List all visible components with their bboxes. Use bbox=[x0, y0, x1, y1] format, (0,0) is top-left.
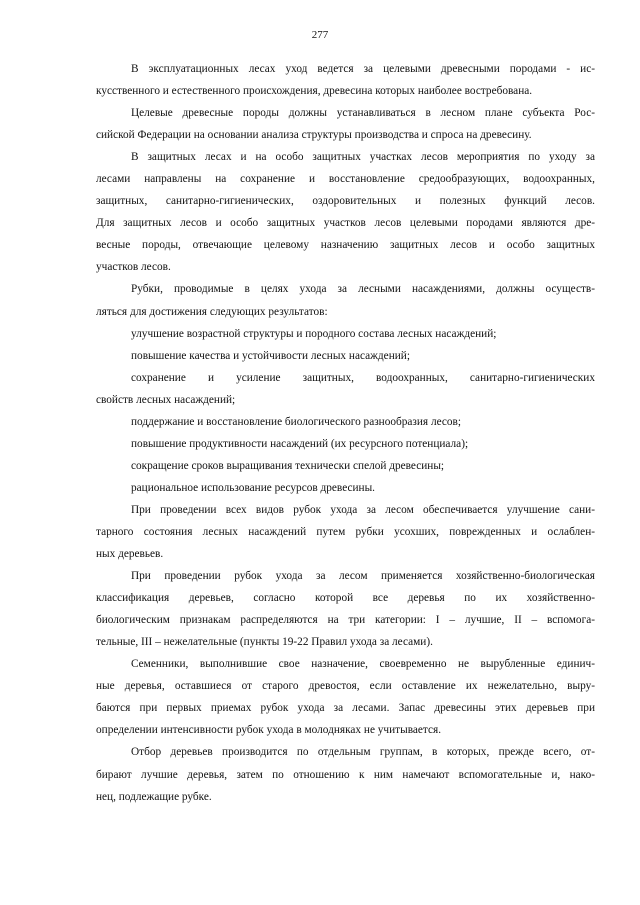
text-line: сийской Федерации на основании анализа структуры производства и спроса на древесину. bbox=[96, 129, 532, 142]
text-line: биологическим признакам распределяются на три категории: I – лучшие, II – вспомога- bbox=[96, 614, 595, 627]
text-line: защитных, санитарно-гигиенических, оздоровительных и полезных функций лесов. bbox=[96, 195, 595, 208]
text-line: улучшение возрастной структуры и породного состава лесных насаждений; bbox=[131, 327, 497, 340]
text-line: В защитных лесах и на особо защитных участках лесов мероприятия по уходу за bbox=[131, 151, 595, 164]
text-line: лесами направлены на сохранение и восстановление средообразующих, водоохранных, bbox=[96, 173, 595, 186]
text-line: сокращение сроков выращивания технически спелой древесины; bbox=[131, 459, 445, 472]
text-line: повышение продуктивности насаждений (их ресурсного потенциала); bbox=[131, 437, 469, 450]
text-line: классификация деревьев, согласно которой все деревья по их хозяйственно- bbox=[96, 592, 595, 605]
text-line: тарного состояния лесных насаждений путем рубки усохших, поврежденных и ослаблен- bbox=[96, 525, 595, 538]
text-line: весные породы, отвечающие целевому назначению защитных лесов и особо защитных bbox=[96, 239, 595, 252]
page-number: 277 bbox=[311, 29, 329, 41]
text-line: Семенники, выполнившие свое назначение, своевременно не вырубленные единич- bbox=[131, 658, 595, 671]
text-line: Отбор деревьев производится по отдельным группам, в которых, прежде всего, от- bbox=[131, 746, 595, 759]
text-line: Целевые древесные породы должны устанавливаться в лесном плане субъекта Рос- bbox=[131, 107, 595, 120]
text-line: Для защитных лесов и особо защитных участков лесов целевыми породами являются дре- bbox=[96, 217, 595, 230]
text-line: сохранение и усиление защитных, водоохранных, санитарно-гигиенических bbox=[131, 371, 595, 384]
text-line: кусственного и естественного происхождения, древесина которых наиболее востребована. bbox=[96, 85, 533, 98]
text-line: поддержание и восстановление биологического разнообразия лесов; bbox=[131, 415, 462, 428]
text-line: рациональное использование ресурсов древесины. bbox=[131, 481, 376, 494]
text-line: свойств лесных насаждений; bbox=[96, 393, 236, 406]
text-line: повышение качества и устойчивости лесных насаждений; bbox=[131, 349, 410, 362]
text-line: определении интенсивности рубок ухода в молодняках не учитывается. bbox=[96, 724, 442, 737]
text-line: бирают лучшие деревья, затем по отношению к ним намечают вспомогательные и, нако- bbox=[96, 768, 595, 781]
text-line: тельные, III – нежелательные (пункты 19-22 Правил ухода за лесами). bbox=[96, 636, 433, 649]
text-line: ляться для достижения следующих результатов: bbox=[96, 305, 328, 318]
text-line: ных деревьев. bbox=[96, 548, 164, 561]
text-line: баются при первых приемах рубок ухода за лесами. Запас древесины этих деревьев при bbox=[96, 702, 595, 715]
document-body bbox=[96, 58, 595, 808]
text-line: ные деревья, оставшиеся от старого древостоя, если оставление их нежелательно, выру- bbox=[96, 680, 595, 693]
text-line: При проведении рубок ухода за лесом применяется хозяйственно-биологическая bbox=[131, 570, 595, 583]
text-line: При проведении всех видов рубок ухода за лесом обеспечивается улучшение сани- bbox=[131, 503, 595, 516]
text-line: Рубки, проводимые в целях ухода за лесными насаждениями, должны осуществ- bbox=[131, 283, 595, 296]
text-line: В эксплуатационных лесах уход ведется за целевыми древесными породами - ис- bbox=[131, 63, 595, 75]
text-line: участков лесов. bbox=[96, 261, 171, 274]
text-line: нец, подлежащие рубке. bbox=[96, 790, 212, 803]
